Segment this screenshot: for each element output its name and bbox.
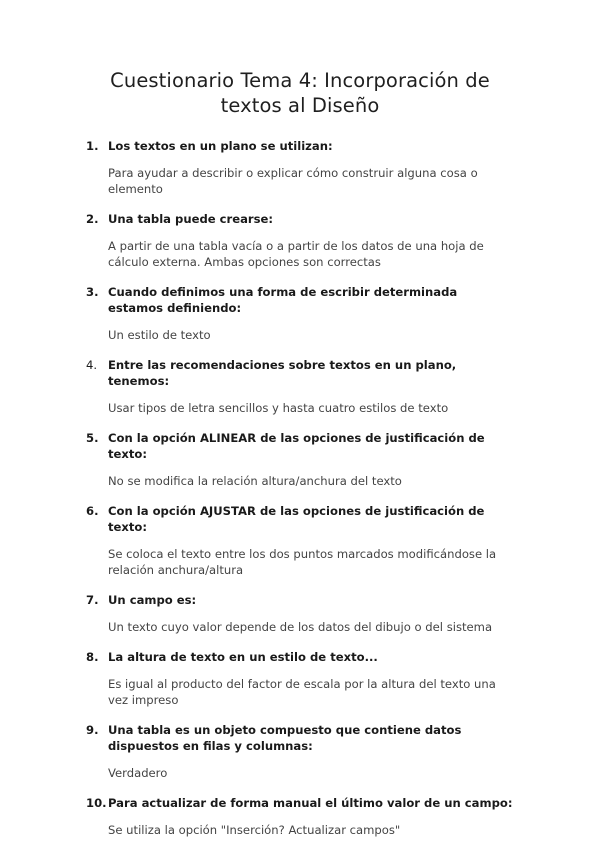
question-text: Una tabla puede crearse:	[108, 212, 274, 226]
answer-text: Se coloca el texto entre los dos puntos marcados modificándose la relación anchura/altura	[108, 547, 497, 577]
question	[86, 138, 514, 154]
question	[86, 649, 514, 665]
question-number: 2.	[86, 212, 99, 226]
question	[86, 795, 514, 811]
question-text: Entre las recomendaciones sobre textos en un plano, tenemos:	[108, 358, 457, 388]
answer-text: Se utiliza la opción "Inserción? Actualizar campos"	[108, 823, 401, 837]
question-item	[86, 592, 514, 635]
answer-text: Un texto cuyo valor depende de los datos del dibujo o del sistema	[108, 620, 493, 634]
question-text: Con la opción ALINEAR de las opciones de justificación de texto:	[108, 431, 485, 461]
question-item	[86, 430, 514, 489]
question-item	[86, 284, 514, 343]
question	[86, 430, 514, 462]
question-text: Para actualizar de forma manual el último valor de un campo:	[108, 796, 513, 810]
question-text: Un campo es:	[108, 593, 197, 607]
answer-text: Un estilo de texto	[108, 328, 211, 342]
question-text: La altura de texto en un estilo de texto...	[108, 650, 378, 664]
question-number: 1.	[86, 139, 99, 153]
answer-text: A partir de una tabla vacía o a partir de los datos de una hoja de cálculo externa. Ambas opciones son correctas	[108, 239, 484, 269]
question-number: 9.	[86, 723, 99, 737]
question	[86, 357, 514, 389]
answer-text: Verdadero	[108, 766, 168, 780]
question-number: 8.	[86, 650, 99, 664]
question-text: Los textos en un plano se utilizan:	[108, 139, 333, 153]
question	[86, 284, 514, 316]
question-text: Cuando definimos una forma de escribir determinada estamos definiendo:	[108, 285, 458, 315]
question	[86, 503, 514, 535]
question-list	[86, 138, 514, 838]
answer-text: No se modifica la relación altura/anchura del texto	[108, 474, 402, 488]
question-item	[86, 649, 514, 708]
question	[86, 592, 514, 608]
question-item	[86, 503, 514, 578]
question	[86, 211, 514, 227]
question-text: Con la opción AJUSTAR de las opciones de justificación de texto:	[108, 504, 485, 534]
question-number: 6.	[86, 504, 99, 518]
answer-text: Usar tipos de letra sencillos y hasta cuatro estilos de texto	[108, 401, 449, 415]
question-item	[86, 795, 514, 838]
question-item	[86, 211, 514, 270]
page-title: Cuestionario Tema 4: Incorporación de textos al Diseño	[110, 69, 490, 117]
answer-text: Es igual al producto del factor de escala por la altura del texto una vez impreso	[108, 677, 496, 707]
question-number: 5.	[86, 431, 99, 445]
question-item	[86, 722, 514, 781]
question-number: 4.	[86, 358, 98, 372]
question-item	[86, 138, 514, 197]
answer-text: Para ayudar a describir o explicar cómo construir alguna cosa o elemento	[108, 166, 478, 196]
question	[86, 722, 514, 754]
question-number: 3.	[86, 285, 99, 299]
question-item	[86, 357, 514, 416]
question-number: 7.	[86, 593, 99, 607]
question-text: Una tabla es un objeto compuesto que contiene datos dispuestos en filas y columnas:	[108, 723, 462, 753]
question-number: 10.	[86, 796, 107, 810]
